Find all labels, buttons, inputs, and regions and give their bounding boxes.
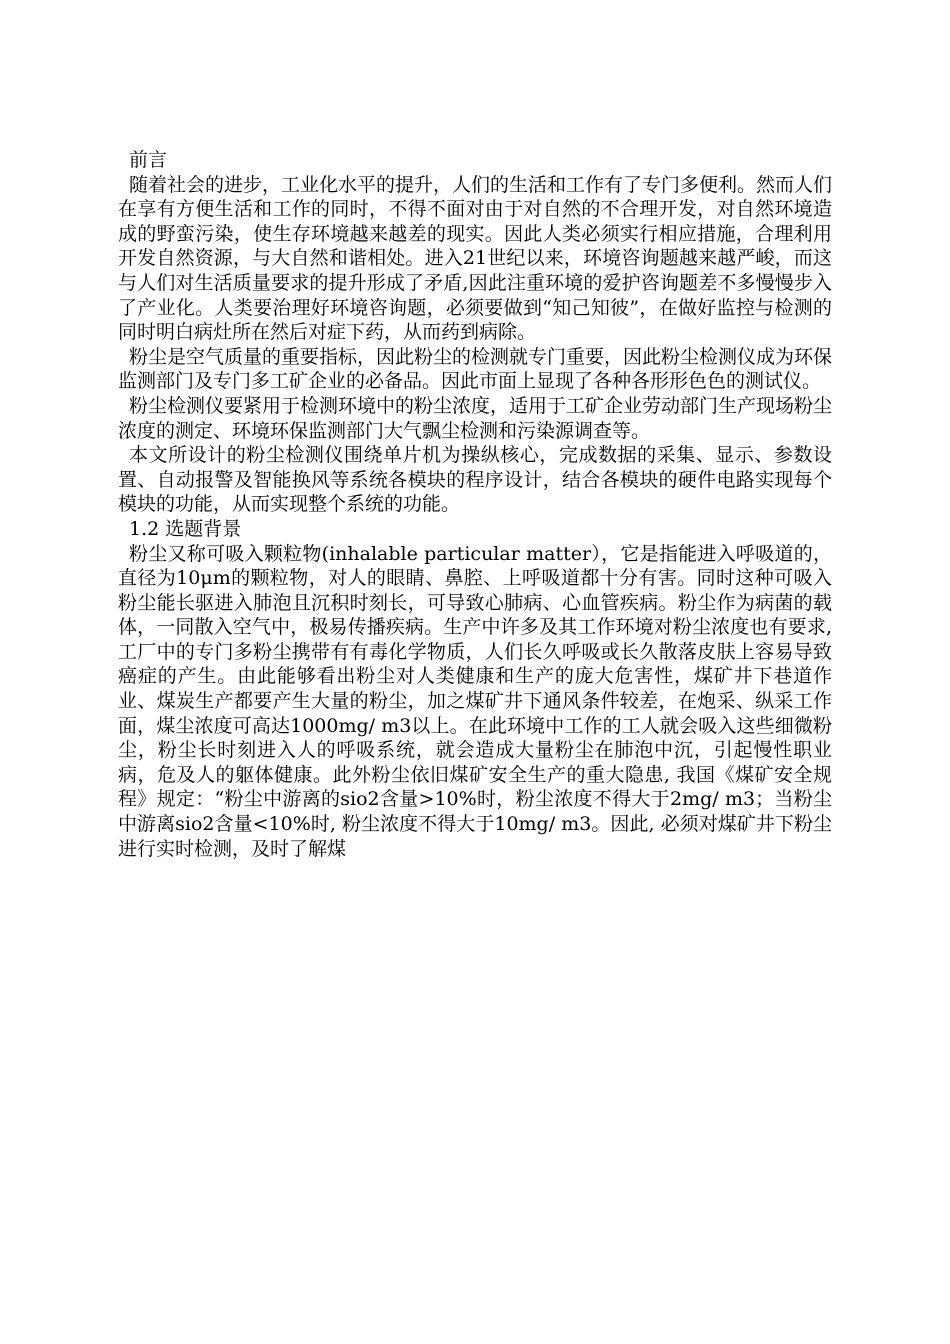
preface-heading: 前言 [129, 149, 168, 171]
document-page [118, 148, 832, 861]
preface-paragraph-1: 随着社会的进步，工业化水平的提升，人们的生活和工作有了专门多便利。然而人们在享有方便生活和工作的同时，不得不面对由于对自然的不合理开发，对自然环境造成的野蛮污染，使生存环境越来越差的现实。因此人类必须实行相应措施，合理利用开发自然资源，与大自然和谐相处。进入21世纪以来，环境咨询题越来越严峻，而这与人们对生活质量要求的提升形成了矛盾,因此注重环境的爱护咨询题差不多慢慢步入了产业化。人类要治理好环境咨询题，必须要做到“知己知彼”，在做好监控与检测的同时明白病灶所在然后对症下药，从而药到病除。 [118, 173, 833, 344]
preface-paragraph-3: 粉尘检测仪要紧用于检测环境中的粉尘浓度，适用于工矿企业劳动部门生产现场粉尘浓度的测定、环境环保监测部门大气飘尘检测和污染源调查等。 [118, 394, 833, 442]
section-heading: 1.2 选题背景 [129, 517, 242, 540]
preface-paragraph-2: 粉尘是空气质量的重要指标，因此粉尘的检测就专门重要，因此粉尘检测仪成为环保监测部门及专门多工矿企业的必备品。因此市面上显现了各种各形形色色的测试仪。 [118, 345, 833, 393]
preface-paragraph-4: 本文所设计的粉尘检测仪围绕单片机为操纵核心，完成数据的采集、显示、参数设置、自动报警及智能换风等系统各模块的程序设计，结合各模块的硬件电路实现每个模块的功能，从而实现整个系统的功能。 [118, 444, 832, 516]
section-paragraph: 粉尘又称可吸入颗粒物(inhalable particular matter），它是指能进入呼吸道的，直径为10μm的颗粒物，对人的眼睛、鼻腔、上呼吸道都十分有害。同时这种可吸入粉尘能长驱进入肺泡且沉积时刻长，可导致心肺病、心血管疾病。粉尘作为病菌的载体，一同散入空气中，极易传播疾病。生产中许多及其工作环境对粉尘浓度也有要求,工厂中的专门多粉尘携带有有毒化学物质，人们长久呼吸或长久散落皮肤上容易导致癌症的产生。由此能够看出粉尘对人类健康和生产的庞大危害性，煤矿井下巷道作业、煤炭生产都要产生大量的粉尘，加之煤矿井下通风条件较差，在炮采、纵采工作面，煤尘浓度可高达1000mg/ m3以上。在此环境中工作的工人就会吸入这些细微粉尘，粉尘长时刻进入人的呼吸系统，就会造成大量粉尘在肺泡中沉，引起慢性职业病，危及人的躯体健康。此外粉尘依旧煤矿安全生产的重大隐患, 我国《煤矿安全规程》规定：“粉尘中游离的sio2含量>10%时，粉尘浓度不得大于2mg/ m3；当粉尘中游离sio2含量<10%时, 粉尘浓度不得大于10mg/ m3。因此, 必须对煤矿井下粉尘进行实时检测，及时了解煤 [118, 542, 832, 860]
